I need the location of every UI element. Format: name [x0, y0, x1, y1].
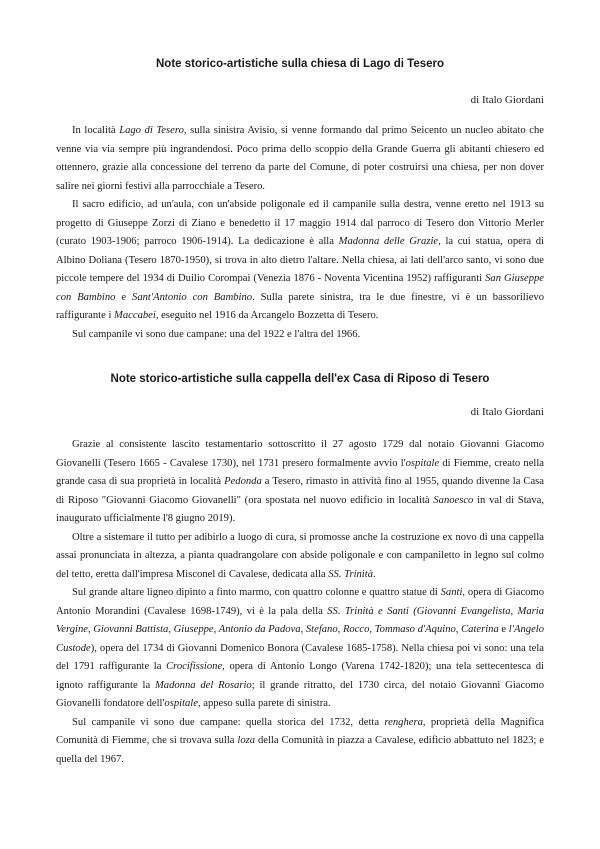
paragraph-text: di Fiemme, creato nella grande casa di sua proprietà in località	[56, 457, 545, 487]
paragraph-text: Grazie al consistente lascito testamentario sottoscritto il 27 agosto 1729 dal notaio Giovanni Giacomo Giovanelli (Tesero 1665 - Cavalese 1730), nel 1731 presero formalmente avvio l'	[56, 439, 544, 469]
paragraph-text: Il sacro edificio, ad un'aula, con un'abside poligonale ed il campanile sulla destra, venne eretto nel 1913 su progetto di Giuseppe Zorzi di Ziano e benedetto il 17 maggio 1914 dal parroco di Tesero don Vittorio Merler (curato 1903-1906; parroco 1906-1914). La dedicazione è alla	[56, 199, 544, 247]
italic-text: ospitale	[405, 457, 440, 469]
paragraph-text: e	[498, 624, 509, 635]
section-1-body	[56, 122, 544, 344]
paragraph	[56, 122, 544, 196]
section-2-title: Note storico-artistiche sulla cappella dell'ex Casa di Riposo di Tesero	[110, 373, 490, 385]
italic-text: SS. Trinità e Santi (Giovanni Evangelista, Maria Vergine, Giovanni Battista, Giuseppe, Antonio da Padova, Stefano, Rocco, Tommaso d'Aquino, Caterina	[56, 605, 544, 635]
paragraph	[56, 714, 544, 770]
section-1-title: Note storico-artistiche sulla chiesa di Lago di Tesero	[156, 58, 444, 70]
paragraph-text: . Sulla parete sinistra, tra le due finestre, vi è un bassorilievo raffigurante i	[56, 291, 544, 321]
paragraph	[56, 584, 544, 714]
italic-text: Maccabei	[114, 310, 156, 321]
paragraph-text: , la cui statua, opera di Albino Doliana (Tesero 1870-1950), si trova in alto dietro l'altare. Nella chiesa, ai lati dell'arco santo, vi sono due piccole tempere del 1934 di Duilio Corompai (Venezia 1876 - Noventa Vicentina 1952) raffiguranti	[56, 236, 544, 284]
italic-text: Madonna delle Grazie	[338, 236, 439, 247]
italic-text: Lago di Tesero	[119, 125, 184, 136]
paragraph-text: , opera di Antonio Longo (Varena 1742-1820); una tela settecentesca di ignoto raffigurante la	[56, 661, 544, 691]
italic-text: Santi	[440, 587, 463, 598]
paragraph-text: e	[115, 291, 133, 303]
paragraph-text: , eseguito nel 1916 da Arcangelo Bozzetta di Tesero.	[155, 310, 379, 321]
paragraph	[56, 436, 544, 529]
paragraph-text: Sul campanile vi sono due campane: quella storica del 1732, detta	[72, 716, 385, 728]
paragraph-text: .	[373, 568, 376, 580]
italic-text: Sant'Antonio con Bambino	[132, 291, 253, 303]
paragraph-text: , sulla sinistra Avisio, si venne formando dal primo Seicento un nucleo abitato che venne via via sempre più ingrandendosi. Poco prima dello scoppio della Grande Guerra gli abitanti chiesero ed ottennero, grazie alla concessione del terreno da parte del Comune, di poter costruirsi una chiesa, per non dover salire nei giorni festivi alla parrocchiale a Tesero.	[56, 125, 544, 192]
paragraph-text: a Tesero, rimasto in attività fino al 1955, quando divenne la Casa di Riposo "Giovanni Giacomo Giovanelli" (ora spostata nel nuovo edificio in località	[56, 476, 544, 506]
paragraph-text: , opera di Giacomo Antonio Morandini (Cavalese 1698-1749), vi è la pala della	[56, 587, 544, 617]
italic-text: ospitale	[164, 698, 198, 709]
paragraph-text: Sul campanile vi sono due campane: una del 1922 e l'altra del 1966.	[72, 328, 361, 340]
paragraph-text: in val di Stava, inaugurato ufficialmente l'8 giugno 2019).	[56, 494, 544, 524]
paragraph-text: In località	[72, 125, 120, 136]
paragraph-text: Oltre a sistemare il tutto per adibirlo a luogo di cura, si promosse anche la costruzione ex novo di una cappella assai pronunciata in altezza, a pianta quadrangolare con abside poligonale e con campaniletto in legno sul colmo del tetto, eretta dall'impresa Misconel di Cavalese, dedicata alla	[56, 531, 544, 580]
paragraph-text: della Comunità in piazza a Cavalese, edificio abbattuto nel 1823; e quella del 1967.	[56, 735, 544, 765]
paragraph-text: ; il grande ritratto, del 1730 circa, del notaio Giovanni Giacomo Giovanelli fondatore dell'	[56, 679, 544, 709]
section-2-byline: di Italo Giordani	[470, 406, 544, 418]
italic-text: Crocifissione	[166, 661, 223, 672]
italic-text: Pedonda	[224, 476, 262, 487]
italic-text: l'Angelo Custode	[56, 624, 545, 654]
paragraph-text: , proprietà della Magnifica Comunità di Fiemme, che si trovava sulla	[56, 716, 545, 746]
section-2-body	[56, 436, 544, 769]
italic-text: renghera	[384, 716, 423, 728]
italic-text: San Giuseppe con Bambino	[56, 273, 544, 303]
italic-text: Sanoesco	[433, 494, 474, 506]
italic-text: Madonna del Rosario	[154, 679, 252, 691]
paragraph	[56, 196, 544, 326]
paragraph-text: ), opera del 1734 di Giovanni Domenico Bonora (Cavalese 1685-1758). Nella chiesa poi vi sono: una tela del 1791 raffigurante la	[56, 642, 544, 672]
italic-text: SS. Trinità	[328, 568, 373, 580]
paragraph-text: , appeso sulla parete di sinistra.	[197, 698, 331, 709]
paragraph	[56, 529, 544, 585]
section-1-byline: di Italo Giordani	[470, 94, 544, 106]
italic-text: loza	[237, 735, 256, 746]
paragraph	[56, 326, 544, 345]
paragraph-text: Sul grande altare ligneo dipinto a finto marmo, con quattro colonne e quattro statue di	[72, 587, 441, 598]
